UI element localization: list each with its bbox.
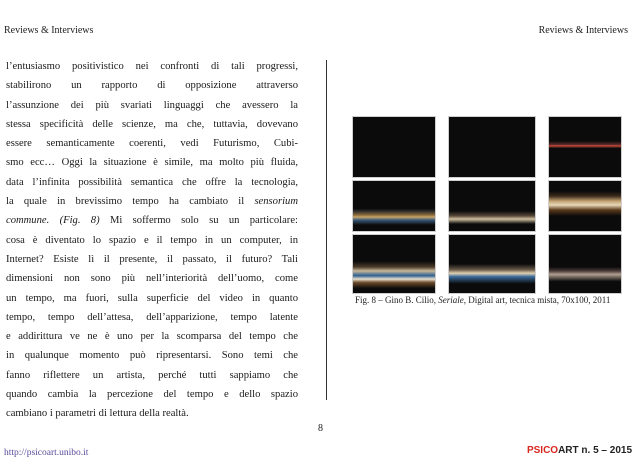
brand-rest: ART n. 5 – 2015 xyxy=(558,445,632,456)
body-line-with-figure-ref xyxy=(6,211,298,230)
body-text-column xyxy=(6,57,298,424)
artwork-panel xyxy=(449,117,535,177)
page-number: 8 xyxy=(318,423,323,434)
artwork-panel xyxy=(353,181,435,231)
body-line: l’assunzione dei più svariati linguaggi che avessero la xyxy=(6,99,298,111)
caption-prefix: Fig. 8 – Gino B. Cilio, xyxy=(355,295,439,305)
figure-artwork xyxy=(353,117,621,293)
body-line: dimensioni non sono più nell’interiorità dell’uomo, come xyxy=(6,273,298,285)
body-line: essere semanticamente coerenti, vedi Futurismo, Cubi- xyxy=(6,138,298,150)
body-line: l’entusiasmo positivistico nei confronti di tali progressi, xyxy=(6,61,298,72)
caption-title: Seriale xyxy=(438,295,464,305)
body-line: in qualunque momento può ripresentarsi. Sono temi che xyxy=(6,350,298,362)
body-line: fanno riflettere un artista, perché tutti sappiamo che xyxy=(6,369,298,381)
artwork-panel xyxy=(449,235,535,293)
italic-term: sensorium xyxy=(254,196,298,208)
brand-psico: PSICO xyxy=(526,445,559,456)
artwork-panel xyxy=(449,181,535,231)
body-line-text: la quale in brevissimo tempo ha cambiato il xyxy=(6,196,255,208)
body-line: cambiano i parametri di lettura della realtà. xyxy=(6,408,189,420)
figure-reference: commune. (Fig. 8) xyxy=(6,215,100,227)
header-left: Reviews & Interviews xyxy=(4,25,94,36)
caption-details: , Digital art, tecnica mista, 70x100, 2011 xyxy=(463,295,611,305)
artwork-panel xyxy=(353,117,435,177)
body-line: data l’infinita possibilità semantica che offre la tecnologia, xyxy=(6,176,298,188)
artwork-panel xyxy=(353,235,435,293)
body-line-text: Mi soffermo solo su un particolare: xyxy=(99,215,298,227)
artwork-panel xyxy=(549,235,621,293)
footer-journal-brand xyxy=(527,445,632,456)
header-right: Reviews & Interviews xyxy=(538,25,628,36)
body-line: tempo, tempo dell’attesa, dell’apparizione, tempo latente xyxy=(6,311,298,323)
body-line: e addirittura ve ne è uno per la scomparsa del tempo che xyxy=(6,331,298,343)
artwork-panel xyxy=(549,181,621,231)
body-line: smo ecc… Oggi la situazione è simile, ma molto più fluida, xyxy=(6,157,298,169)
figure-caption xyxy=(355,294,630,306)
artwork-panel xyxy=(549,117,621,177)
column-divider xyxy=(326,60,327,400)
body-line-with-italic xyxy=(6,192,298,211)
body-line: Internet? Esiste lì il presente, il passato, il futuro? Tali xyxy=(6,253,298,265)
footer-url-link[interactable]: http://psicoart.unibo.it xyxy=(4,448,89,458)
body-line: un tempo, ma fuori, sulla superficie del video in quanto xyxy=(6,292,298,304)
body-line: stabilirono un rapporto di opposizione attraverso xyxy=(6,80,298,92)
body-line: cosa è diventato lo spazio e il tempo in un computer, in xyxy=(6,234,298,246)
body-line: quando cambia la percezione del tempo e dello spazio xyxy=(6,389,298,401)
body-line: stessa specificità delle scienze, ma che, tuttavia, dovevano xyxy=(6,118,298,130)
